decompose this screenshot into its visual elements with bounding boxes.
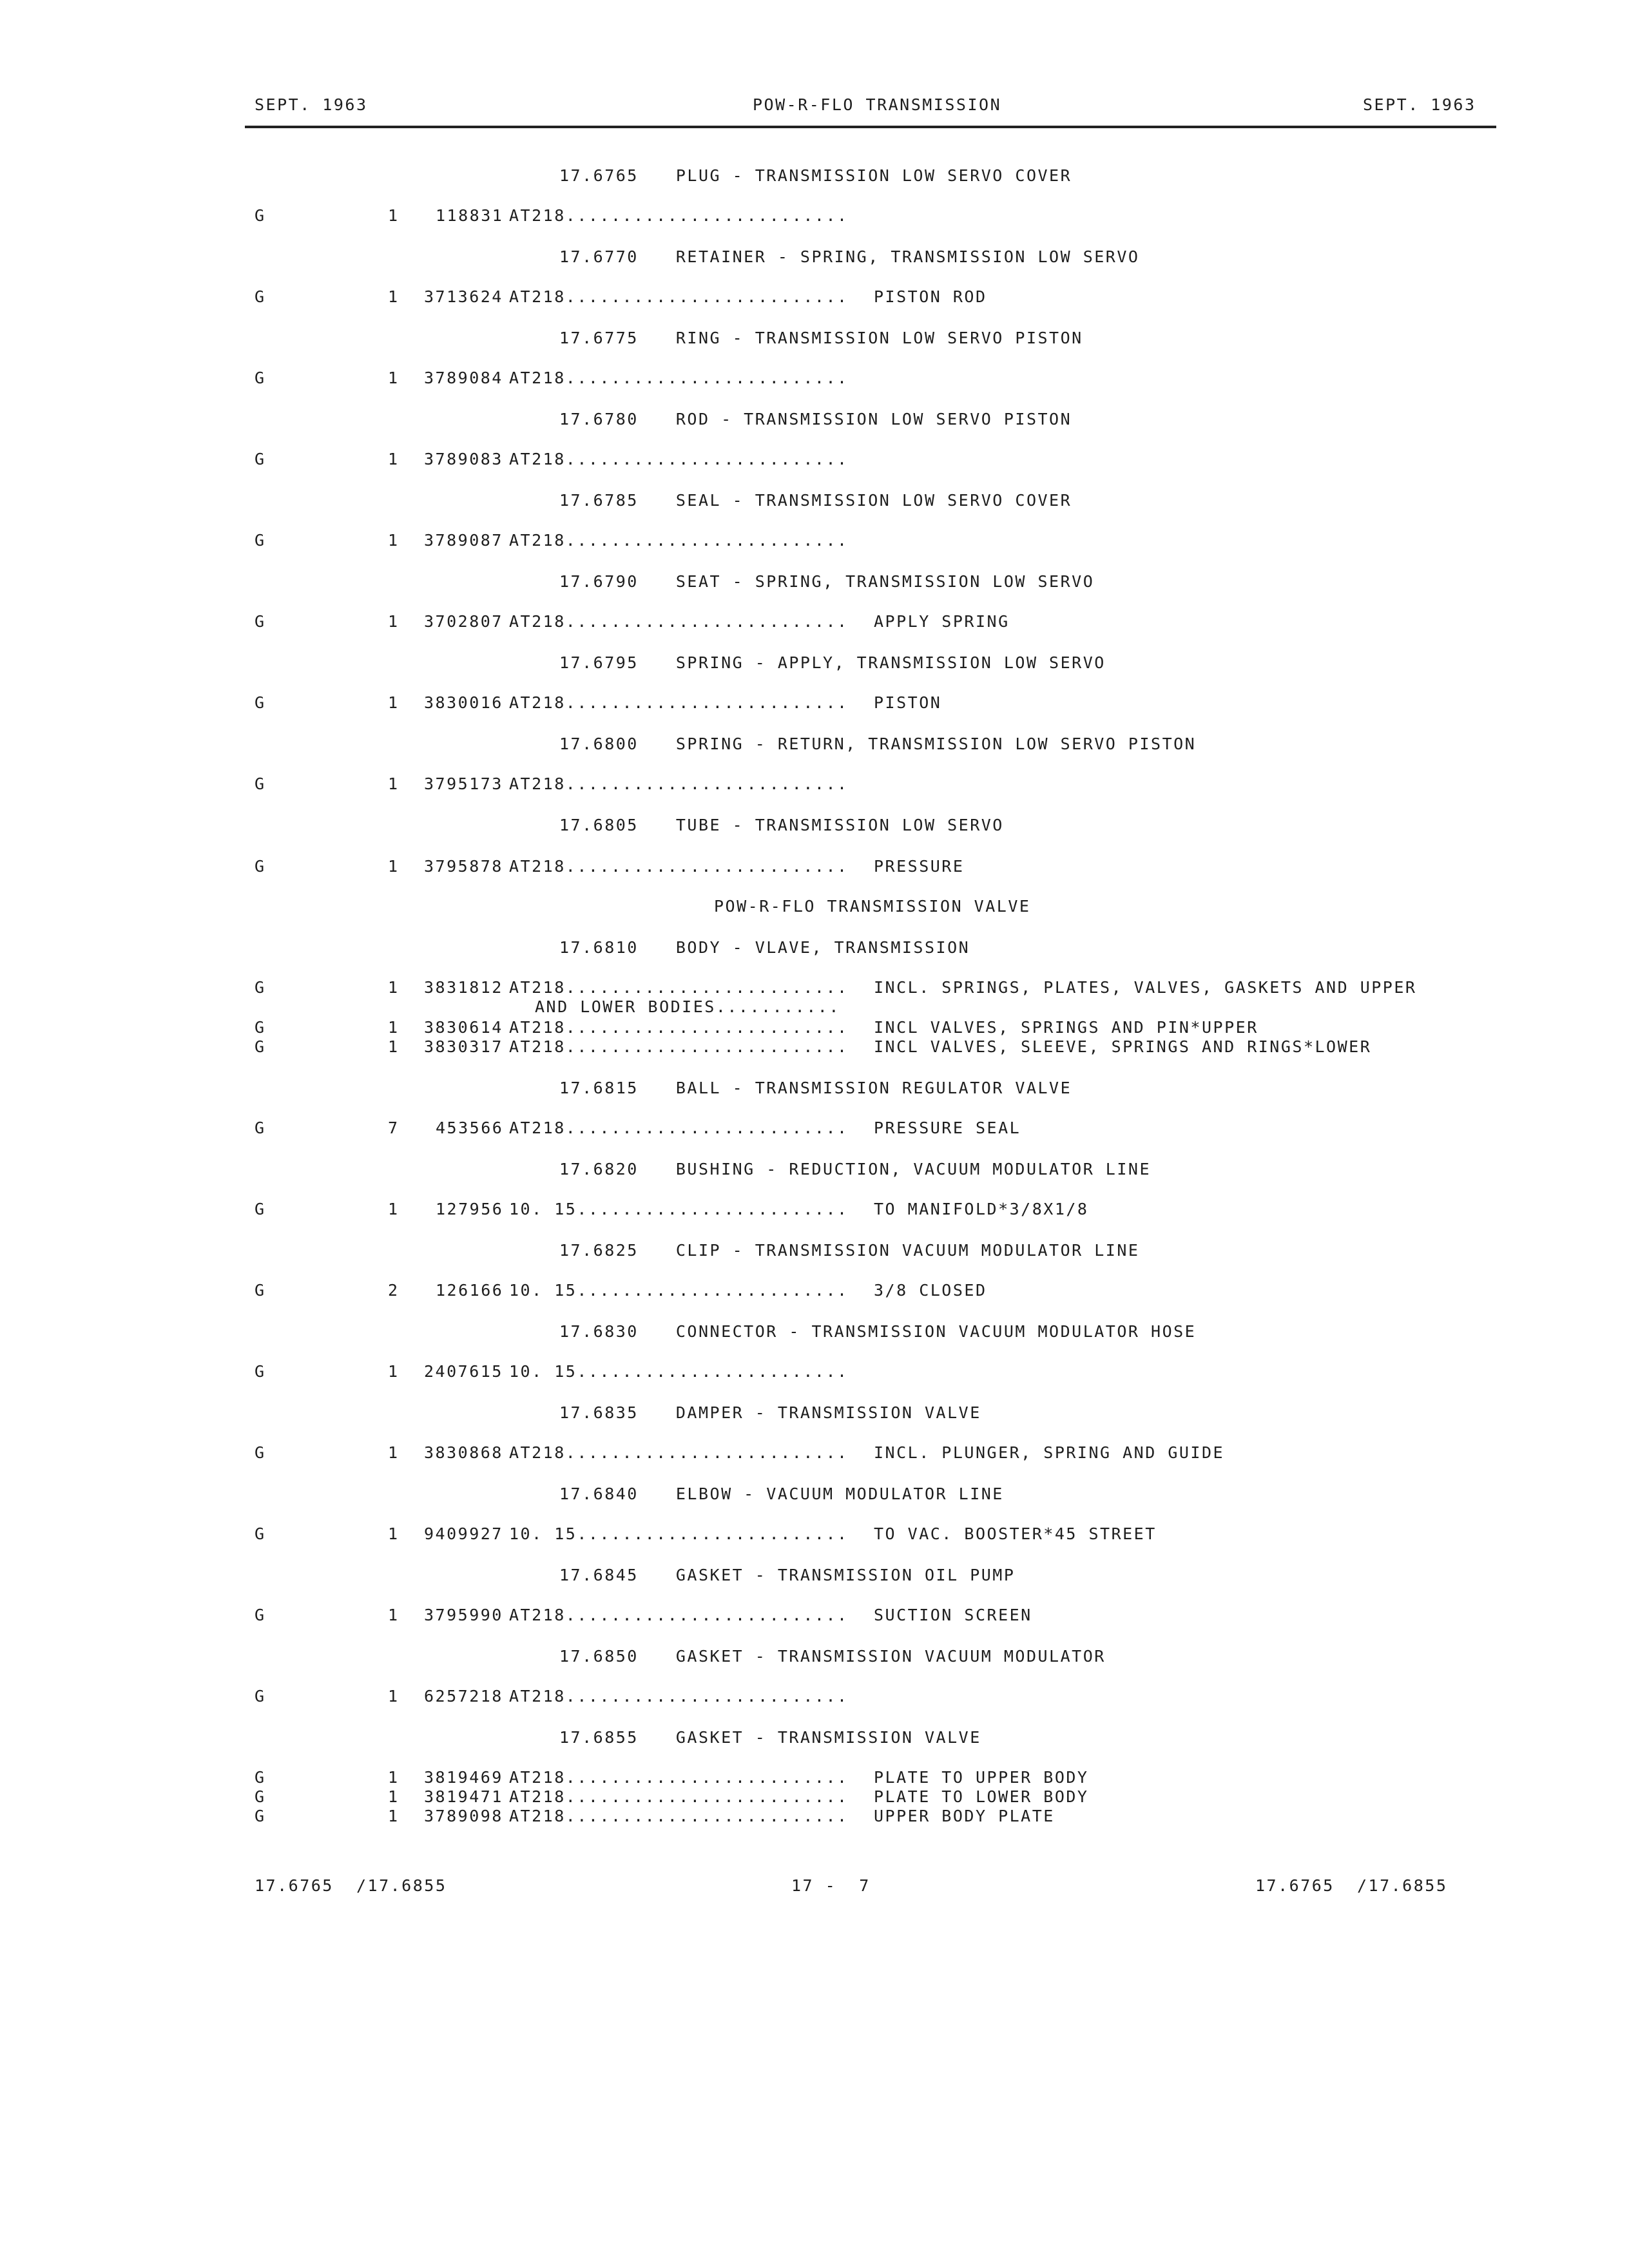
item-quantity: 1: [388, 1524, 400, 1543]
model-dots: [509, 1524, 849, 1543]
part-number: 6257218: [424, 1687, 503, 1706]
group-heading: [559, 1403, 981, 1422]
group-number: 17.6835: [559, 1403, 639, 1422]
part-description: INCL. PLUNGER, SPRING AND GUIDE: [874, 1443, 1225, 1462]
part-number: 3830016: [424, 693, 503, 712]
item-quantity: 1: [388, 857, 400, 876]
leader-dots: ........................: [577, 1200, 849, 1218]
item-quantity: 1: [388, 1362, 400, 1381]
group-title: ELBOW - VACUUM MODULATOR LINE: [675, 1485, 1004, 1503]
group-title: GASKET - TRANSMISSION VACUUM MODULATOR: [675, 1647, 1106, 1666]
item-quantity: 1: [388, 1443, 400, 1462]
model-dots: [509, 1018, 849, 1037]
item-code: G: [255, 1768, 266, 1787]
item-quantity: 1: [388, 531, 400, 550]
part-description: TO MANIFOLD*3/8X1/8: [874, 1200, 1089, 1218]
section-title: POW-R-FLO TRANSMISSION VALVE: [714, 897, 1031, 916]
item-quantity: 1: [388, 450, 400, 468]
group-title: SPRING - APPLY, TRANSMISSION LOW SERVO: [675, 653, 1106, 672]
footer-range-left: 17.6765 /17.6855: [255, 1876, 447, 1895]
model-dots: [509, 531, 849, 550]
model-code: 10. 15: [509, 1281, 577, 1300]
item-code: G: [255, 1200, 266, 1218]
group-title: DAMPER - TRANSMISSION VALVE: [675, 1403, 981, 1422]
group-heading: [559, 572, 1094, 591]
group-title: BALL - TRANSMISSION REGULATOR VALVE: [675, 1079, 1072, 1097]
model-code: AT218: [509, 206, 566, 225]
group-number: 17.6820: [559, 1160, 639, 1178]
part-number: 3819471: [424, 1787, 503, 1806]
leader-dots: .........................: [565, 206, 849, 225]
part-number: 3795173: [424, 774, 503, 793]
leader-dots: .........................: [565, 369, 849, 387]
group-heading: [559, 1485, 1004, 1503]
model-dots: [509, 1362, 849, 1381]
model-code: AT218: [509, 1037, 566, 1056]
model-dots: [509, 612, 849, 631]
group-heading: [559, 166, 1072, 185]
part-number: 3789087: [424, 531, 503, 550]
item-quantity: 1: [388, 978, 400, 997]
leader-dots: .........................: [565, 1606, 849, 1624]
part-description: PISTON: [874, 693, 942, 712]
item-code: G: [255, 450, 266, 468]
item-quantity: 1: [388, 612, 400, 631]
header-rule: [245, 126, 1496, 128]
part-description: INCL VALVES, SLEEVE, SPRINGS AND RINGS*LOWER: [874, 1037, 1372, 1056]
item-code: G: [255, 369, 266, 387]
part-description: PRESSURE: [874, 857, 965, 876]
group-title: RING - TRANSMISSION LOW SERVO PISTON: [675, 329, 1083, 347]
item-quantity: 1: [388, 1018, 400, 1037]
group-number: 17.6800: [559, 735, 639, 753]
model-dots: [509, 1787, 849, 1806]
leader-dots: .........................: [565, 1443, 849, 1462]
leader-dots: .........................: [565, 531, 849, 550]
leader-dots: .........................: [565, 1687, 849, 1706]
item-code: G: [255, 978, 266, 997]
item-code: G: [255, 693, 266, 712]
model-code: 10. 15: [509, 1362, 577, 1381]
group-title: GASKET - TRANSMISSION OIL PUMP: [675, 1566, 1016, 1584]
item-quantity: 1: [388, 1687, 400, 1706]
model-code: AT218: [509, 1807, 566, 1825]
model-code: AT218: [509, 1119, 566, 1137]
group-title: SEAL - TRANSMISSION LOW SERVO COVER: [675, 491, 1072, 510]
model-code: AT218: [509, 693, 566, 712]
group-heading: [559, 1566, 1015, 1584]
item-code: G: [255, 1281, 266, 1300]
part-number: 126166: [436, 1281, 504, 1300]
group-number: 17.6795: [559, 653, 639, 672]
model-dots: [509, 1443, 849, 1462]
part-number: 118831: [436, 206, 504, 225]
item-code: G: [255, 1362, 266, 1381]
item-code: G: [255, 1807, 266, 1825]
model-code: AT218: [509, 450, 566, 468]
group-heading: [559, 491, 1072, 510]
part-number: 9409927: [424, 1524, 503, 1543]
model-code: AT218: [509, 369, 566, 387]
part-description: PLATE TO UPPER BODY: [874, 1768, 1089, 1787]
group-heading: [559, 1728, 981, 1747]
group-title: CONNECTOR - TRANSMISSION VACUUM MODULATOR HOSE: [675, 1322, 1197, 1341]
group-number: 17.6810: [559, 938, 639, 957]
model-dots: [509, 978, 849, 997]
item-quantity: 1: [388, 369, 400, 387]
item-quantity: 1: [388, 1200, 400, 1218]
model-code: AT218: [509, 1606, 566, 1624]
header-date-left: SEPT. 1963: [255, 95, 368, 114]
leader-dots: .........................: [565, 1768, 849, 1787]
item-code: G: [255, 857, 266, 876]
part-description: UPPER BODY PLATE: [874, 1807, 1055, 1825]
group-number: 17.6855: [559, 1728, 639, 1747]
model-code: AT218: [509, 857, 566, 876]
group-number: 17.6815: [559, 1079, 639, 1097]
item-quantity: 1: [388, 1787, 400, 1806]
item-code: G: [255, 206, 266, 225]
header-title: POW-R-FLO TRANSMISSION: [753, 95, 1002, 114]
model-code: AT218: [509, 978, 566, 997]
item-code: G: [255, 287, 266, 306]
model-dots: [509, 1200, 849, 1218]
model-code: AT218: [509, 531, 566, 550]
group-title: RETAINER - SPRING, TRANSMISSION LOW SERVO: [675, 247, 1140, 266]
model-code: 10. 15: [509, 1524, 577, 1543]
group-number: 17.6790: [559, 572, 639, 591]
model-dots: [509, 1687, 849, 1706]
model-dots: [509, 1037, 849, 1056]
group-number: 17.6785: [559, 491, 639, 510]
model-dots: [509, 450, 849, 468]
part-number: 3831812: [424, 978, 503, 997]
item-quantity: 1: [388, 1768, 400, 1787]
leader-dots: ........................: [577, 1362, 849, 1381]
part-number: 3830614: [424, 1018, 503, 1037]
model-code: AT218: [509, 287, 566, 306]
group-number: 17.6765: [559, 166, 639, 185]
part-number: 3702807: [424, 612, 503, 631]
part-number: 2407615: [424, 1362, 503, 1381]
model-dots: [509, 857, 849, 876]
leader-dots: ........................: [577, 1281, 849, 1300]
item-code: G: [255, 1687, 266, 1706]
leader-dots: .........................: [565, 693, 849, 712]
model-code: AT218: [509, 1768, 566, 1787]
group-heading: [559, 1241, 1139, 1260]
part-number: 3795990: [424, 1606, 503, 1624]
item-quantity: 1: [388, 1606, 400, 1624]
leader-dots: .........................: [565, 978, 849, 997]
item-quantity: 1: [388, 774, 400, 793]
model-dots: [509, 774, 849, 793]
group-title: TUBE - TRANSMISSION LOW SERVO: [675, 816, 1004, 834]
group-heading: [559, 1079, 1072, 1097]
part-number: 3789084: [424, 369, 503, 387]
model-dots: [509, 369, 849, 387]
group-title: SPRING - RETURN, TRANSMISSION LOW SERVO PISTON: [675, 735, 1197, 753]
part-number: 3830868: [424, 1443, 503, 1462]
header-date-right: SEPT. 1963: [1363, 95, 1476, 114]
model-code: AT218: [509, 774, 566, 793]
model-dots: [509, 287, 849, 306]
model-dots: [509, 1768, 849, 1787]
item-code: G: [255, 612, 266, 631]
group-heading: [559, 1647, 1106, 1666]
part-description: INCL. SPRINGS, PLATES, VALVES, GASKETS AND UPPER: [874, 978, 1417, 997]
footer-range-right: 17.6765 /17.6855: [1255, 1876, 1448, 1895]
part-description: TO VAC. BOOSTER*45 STREET: [874, 1524, 1157, 1543]
model-dots: [509, 1119, 849, 1137]
continuation-line: AND LOWER BODIES...........: [535, 997, 840, 1016]
model-code: AT218: [509, 1787, 566, 1806]
item-quantity: 1: [388, 1037, 400, 1056]
group-heading: [559, 329, 1083, 347]
part-number: 3819469: [424, 1768, 503, 1787]
group-title: GASKET - TRANSMISSION VALVE: [675, 1728, 981, 1747]
model-code: AT218: [509, 612, 566, 631]
model-dots: [509, 206, 849, 225]
item-code: G: [255, 531, 266, 550]
item-quantity: 1: [388, 1807, 400, 1825]
part-description: APPLY SPRING: [874, 612, 1010, 631]
model-dots: [509, 693, 849, 712]
group-number: 17.6845: [559, 1566, 639, 1584]
group-title: BODY - VLAVE, TRANSMISSION: [675, 938, 970, 957]
group-number: 17.6770: [559, 247, 639, 266]
item-code: G: [255, 1787, 266, 1806]
item-quantity: 7: [388, 1119, 400, 1137]
item-code: G: [255, 1119, 266, 1137]
item-quantity: 1: [388, 287, 400, 306]
leader-dots: .........................: [565, 450, 849, 468]
model-code: AT218: [509, 1018, 566, 1037]
part-description: 3/8 CLOSED: [874, 1281, 987, 1300]
group-heading: [559, 1160, 1151, 1178]
item-quantity: 2: [388, 1281, 400, 1300]
group-title: PLUG - TRANSMISSION LOW SERVO COVER: [675, 166, 1072, 185]
part-number: 3789083: [424, 450, 503, 468]
leader-dots: .........................: [565, 1037, 849, 1056]
group-title: ROD - TRANSMISSION LOW SERVO PISTON: [675, 410, 1072, 428]
part-number: 3830317: [424, 1037, 503, 1056]
part-description: INCL VALVES, SPRINGS AND PIN*UPPER: [874, 1018, 1258, 1037]
part-number: 3795878: [424, 857, 503, 876]
group-heading: [559, 938, 970, 957]
item-quantity: 1: [388, 693, 400, 712]
group-number: 17.6775: [559, 329, 639, 347]
model-dots: [509, 1606, 849, 1624]
item-code: G: [255, 774, 266, 793]
part-description: PISTON ROD: [874, 287, 987, 306]
group-title: CLIP - TRANSMISSION VACUUM MODULATOR LINE: [675, 1241, 1140, 1260]
group-heading: [559, 653, 1106, 672]
model-dots: [509, 1281, 849, 1300]
group-heading: [559, 410, 1072, 428]
part-number: 3789098: [424, 1807, 503, 1825]
group-title: BUSHING - REDUCTION, VACUUM MODULATOR LINE: [675, 1160, 1152, 1178]
part-number: 3713624: [424, 287, 503, 306]
model-code: AT218: [509, 1687, 566, 1706]
group-heading: [559, 247, 1139, 266]
footer-page-number: 17 - 7: [791, 1876, 871, 1895]
part-description: SUCTION SCREEN: [874, 1606, 1032, 1624]
model-code: 10. 15: [509, 1200, 577, 1218]
leader-dots: .........................: [565, 857, 849, 876]
leader-dots: .........................: [565, 774, 849, 793]
item-code: G: [255, 1606, 266, 1624]
group-heading: [559, 816, 1004, 834]
leader-dots: .........................: [565, 612, 849, 631]
group-number: 17.6840: [559, 1485, 639, 1503]
leader-dots: .........................: [565, 287, 849, 306]
item-quantity: 1: [388, 206, 400, 225]
model-dots: [509, 1807, 849, 1825]
part-description: PRESSURE SEAL: [874, 1119, 1021, 1137]
group-heading: [559, 735, 1196, 753]
item-code: G: [255, 1443, 266, 1462]
part-number: 453566: [436, 1119, 504, 1137]
group-number: 17.6830: [559, 1322, 639, 1341]
item-code: G: [255, 1037, 266, 1056]
group-heading: [559, 1322, 1196, 1341]
leader-dots: .........................: [565, 1787, 849, 1806]
item-code: G: [255, 1524, 266, 1543]
group-number: 17.6825: [559, 1241, 639, 1260]
item-code: G: [255, 1018, 266, 1037]
part-description: PLATE TO LOWER BODY: [874, 1787, 1089, 1806]
leader-dots: .........................: [565, 1018, 849, 1037]
leader-dots: .........................: [565, 1119, 849, 1137]
group-title: SEAT - SPRING, TRANSMISSION LOW SERVO: [675, 572, 1095, 591]
group-number: 17.6780: [559, 410, 639, 428]
group-number: 17.6850: [559, 1647, 639, 1666]
group-number: 17.6805: [559, 816, 639, 834]
leader-dots: .........................: [565, 1807, 849, 1825]
model-code: AT218: [509, 1443, 566, 1462]
leader-dots: ........................: [577, 1524, 849, 1543]
part-number: 127956: [436, 1200, 504, 1218]
